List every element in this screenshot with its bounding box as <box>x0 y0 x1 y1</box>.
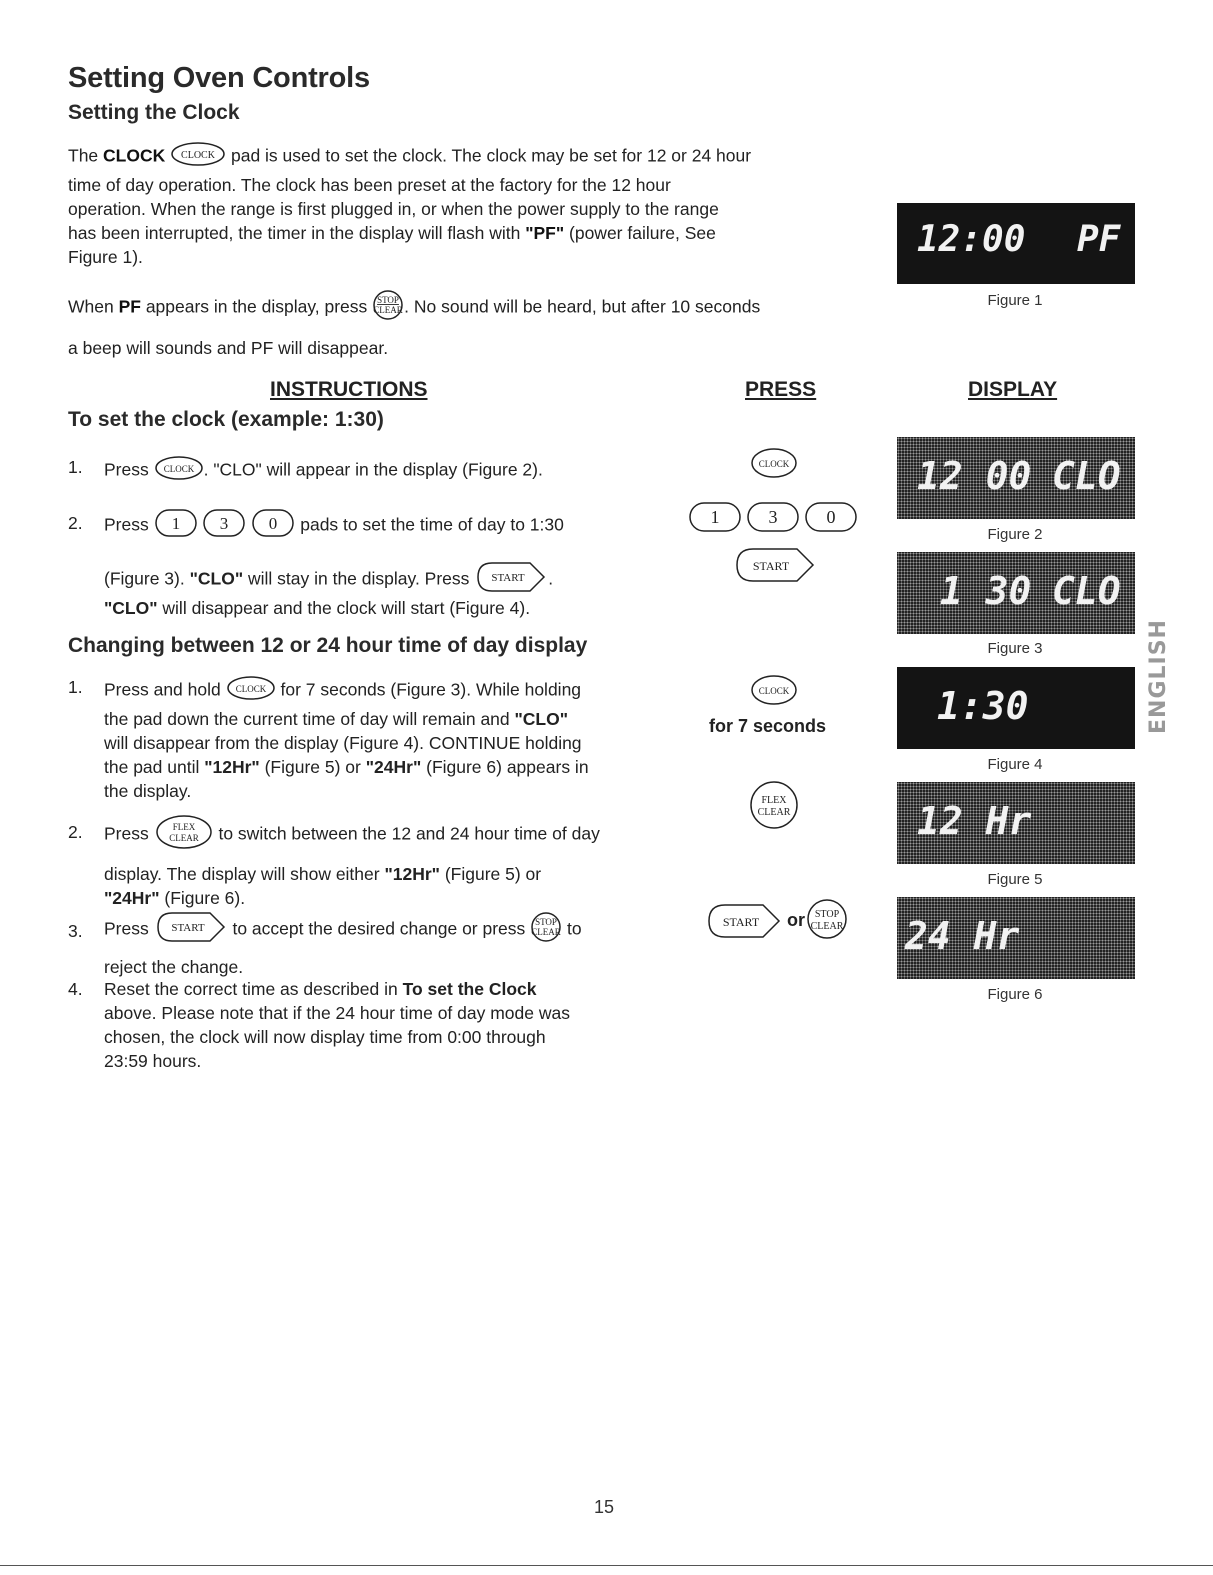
svg-text:1: 1 <box>171 514 180 533</box>
digit-1-pad-icon <box>154 508 198 544</box>
svg-text:3: 3 <box>220 514 229 533</box>
svg-text:0: 0 <box>269 514 278 533</box>
press-start-pad <box>733 543 817 592</box>
svg-text:CLOCK: CLOCK <box>758 459 790 469</box>
section-heading-12-24-hour: Changing between 12 or 24 hour time of day display <box>68 634 588 657</box>
svg-text:0: 0 <box>826 507 836 527</box>
step-2-line-2: (Figure 3). "CLO" will stay in the display. Press START . <box>104 559 553 601</box>
section-heading-set-clock-example: To set the clock (example: 1:30) <box>68 408 384 431</box>
display-figure-6: 24 Hr <box>897 897 1135 979</box>
intro-line-1: The CLOCK CLOCK pad is used to set the clock. The clock may be set for 12 or 24 hour <box>68 141 868 173</box>
display-figure-4: 1:30 <box>897 667 1135 749</box>
page-title: Setting Oven Controls <box>68 62 370 94</box>
column-header-display: DISPLAY <box>968 378 1058 401</box>
step-3-2-text: Press FLEX CLEAR to switch between the 12 and 24 hour time of day display. The display will show either "12Hr" (Figure 5) or "24Hr" (Figure 6). <box>104 814 684 910</box>
svg-text:STOP: STOP <box>814 909 840 920</box>
svg-text:STOP: STOP <box>535 917 558 927</box>
digit-0-pad-icon <box>251 508 295 544</box>
svg-text:1: 1 <box>710 507 720 527</box>
display-1-time: 12:00 <box>917 219 1026 260</box>
figure-1-caption: Figure 1 <box>987 292 1043 309</box>
svg-text:START: START <box>491 572 525 584</box>
digit-3-pad-icon <box>202 508 246 544</box>
svg-text:STOP: STOP <box>377 295 400 305</box>
intro-line-4: has been interrupted, the timer in the display will flash with "PF" (power failure, See <box>68 223 716 243</box>
press-clock-pad-hold <box>749 673 799 712</box>
figure-6-caption: Figure 6 <box>987 986 1043 1003</box>
svg-text:START: START <box>722 915 760 929</box>
clock-pad-icon <box>154 455 204 487</box>
display-figure-2: 12 00 CLO <box>897 437 1135 519</box>
svg-text:CLOCK: CLOCK <box>181 150 216 161</box>
step-number: 1. <box>68 677 83 697</box>
press-flex-clean-pad <box>746 779 802 836</box>
figure-4-caption: Figure 4 <box>987 756 1043 773</box>
intro-line-2: time of day operation. The clock has been preset at the factory for the 12 hour <box>68 175 671 195</box>
figure-3-caption: Figure 3 <box>987 640 1043 657</box>
press-for-7-seconds: for 7 seconds <box>709 716 827 736</box>
step-2-text: Press 1 3 0 pads to set the time of day to 1:30 <box>104 508 564 544</box>
intro-paragraph <box>68 141 868 269</box>
step-3-3-text: Press START to accept the desired change or press STOP CLEAR to reject the change. <box>104 909 684 979</box>
display-1-code: PF <box>1077 219 1121 260</box>
step-number: 3. <box>68 921 83 941</box>
svg-text:CLEAR: CLEAR <box>168 833 199 843</box>
figure-5-caption: Figure 5 <box>987 871 1043 888</box>
language-side-tab: ENGLISH <box>1146 619 1171 734</box>
step-3-4-text: Reset the correct time as described in To set the Clock above. Please note that if the 24 hour time of day mode was chosen, the clock will now display time from 0:00 through 23:59 hours. <box>104 979 570 1071</box>
svg-text:START: START <box>170 922 205 934</box>
display-figure-3: 1 30 CLO <box>897 552 1135 634</box>
intro-line-3: operation. When the range is first plugged in, or when the power supply to the range <box>68 199 719 219</box>
step-number: 2. <box>68 513 83 533</box>
svg-text:or: or <box>787 910 805 930</box>
step-2-line-3: "CLO" will disappear and the clock will start (Figure 4). <box>104 598 531 618</box>
pf-line-2: a beep will sounds and PF will disappear. <box>68 338 389 358</box>
bottom-rule <box>0 1565 1213 1566</box>
svg-text:CLEAR: CLEAR <box>810 921 844 932</box>
svg-text:CLOCK: CLOCK <box>163 464 194 474</box>
svg-text:CLOCK: CLOCK <box>235 684 266 694</box>
svg-text:FLEX: FLEX <box>761 795 787 806</box>
press-digit-pads <box>688 500 858 539</box>
step-number: 2. <box>68 822 83 842</box>
step-number: 4. <box>68 979 83 999</box>
column-header-instructions: INSTRUCTIONS <box>270 378 428 401</box>
column-header-press: PRESS <box>745 378 817 401</box>
start-pad-icon <box>474 559 548 601</box>
step-1-text: Press CLOCK . "CLO" will appear in the display (Figure 2). <box>104 455 543 487</box>
stop-clear-pad-icon <box>372 289 404 327</box>
svg-text:FLEX: FLEX <box>172 822 195 832</box>
press-clock-pad <box>749 446 799 485</box>
svg-text:CLEAR: CLEAR <box>373 305 403 315</box>
display-figure-1 <box>897 203 1135 284</box>
flex-clean-pad-icon <box>154 814 214 856</box>
start-pad-icon <box>154 909 228 951</box>
svg-text:CLEAR: CLEAR <box>757 807 791 818</box>
svg-text:CLOCK: CLOCK <box>758 686 790 696</box>
svg-text:START: START <box>752 559 790 573</box>
intro-line-5: Figure 1). <box>68 247 143 267</box>
press-start-or-stop <box>705 897 853 950</box>
pf-paragraph: When PF appears in the display, press STOP CLEAR . No sound will be heard, but after 10 seconds a beep will sounds and PF will disappear. <box>68 289 868 360</box>
page-number: 15 <box>594 1497 615 1517</box>
svg-text:CLEAR: CLEAR <box>531 927 561 937</box>
display-figure-5: 12 Hr <box>897 782 1135 864</box>
section-heading-setting-clock: Setting the Clock <box>68 101 240 124</box>
clock-pad-icon <box>226 675 276 707</box>
stop-clear-pad-icon <box>530 911 562 949</box>
svg-text:3: 3 <box>768 507 778 527</box>
clock-pad-icon <box>170 141 226 173</box>
figure-2-caption: Figure 2 <box>987 526 1043 543</box>
step-number: 1. <box>68 457 83 477</box>
step-3-1-text: Press and hold CLOCK for 7 seconds (Figure 3). While holding the pad down the current time of day will remain and "CLO" will disappear from the display (Figure 4). CONTINUE holding the pad until "12Hr" (Figure 5) or "24Hr" (Figure 6) appears in the display. <box>104 675 684 803</box>
